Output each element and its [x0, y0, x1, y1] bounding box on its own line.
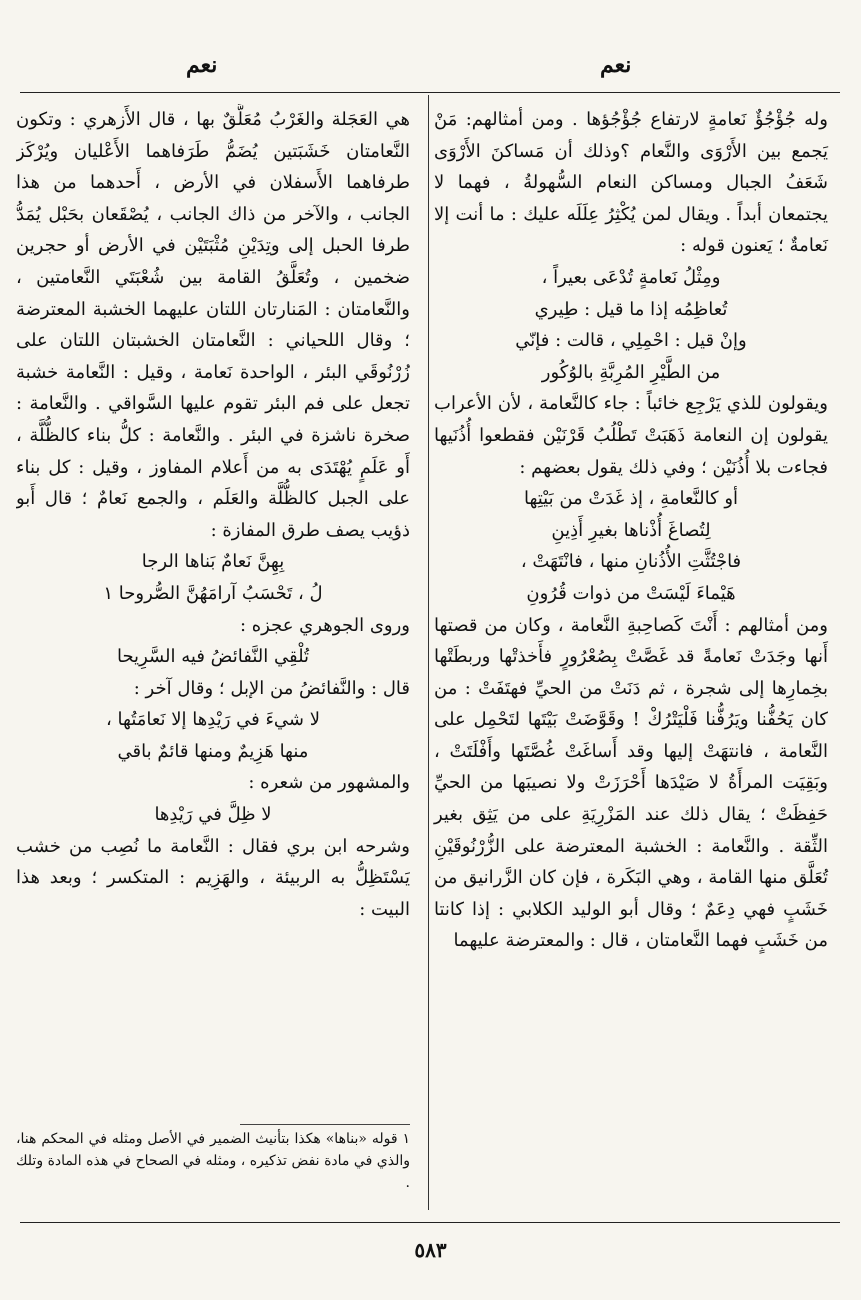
verse-line: من الطَّيْرِ المُرِبَّةِ بالوُكُور	[541, 361, 721, 383]
verse-line: تُعاظِمُه إذا ما قيل : طِيري	[534, 298, 728, 320]
verse-line: لا شيءَ في رَيْدِها إلا نَعامَتُها ،	[106, 709, 320, 731]
footnote: ١ قوله «بناها» هكذا بتأنيث الضمير في الأصل ومثله في المحكم هنا، والذي في مادة نفض تذكيره ، ومثله في الصحاح في هذه المادة وتلك .	[16, 1131, 410, 1191]
paragraph: ومن أمثالهم : أَنْتَ كَصاحِبةِ النَّعامة ، وكان من قصتها أَنها وجَدَتْ نَعامةً قد غَصَّتْ بِصُعْرُورٍ فأَخذتْها وربطَتْها بخِمارِها إلى شجرة ، ثم دَنَتْ من الحيِّ فهتَفَتْ : من كان يَحُفُّنا ويَرُفُّنا فَلْيَتْرُكْ ! وقَوَّضَتْ بَيْتَها لتَحْمِل على النَّعامة ، فانتهَتْ إليها وقد أَساغَتْ غُصَّتَها وأَفْلَتَتْ ، وبَقِيَت المرأَةُ لا صَيْدَها أَحْرَزَتْ ولا نصيبَها من الحيِّ حَفِظَتْ ؛ يقال ذلك عند المَزْرِيَةِ على من يَثِق بغير الثِّقة . والنَّعامة : الخشبة المعترضة على الزُّرْنُوقَيْنِ تُعَلَّق منها القامة ، وهي البَكَرة ، فإن كان الزَّرانيق من خَشَبٍ فهي دِعَمٌ ؛ وقال أبو الوليد الكلابي : إذا كانتا من خَشَبٍ فهما النَّعامتان ، قال : والمعترضة عليهما	[434, 614, 828, 952]
paragraph: وشرحه ابن بري فقال : النَّعامة ما نُصِب من خشب يَسْتَظِلُّ به الربيئة ، والهَزِيم : المتكسر ؛ وبعد هذا البيت :	[16, 835, 410, 920]
paragraph: والمشهور من شعره :	[248, 772, 410, 794]
page-number: ٥٨٣	[414, 1238, 447, 1262]
verse-line: ومِثْلُ نَعامةٍ تُدْعَى بعيراً ،	[541, 266, 721, 288]
verse-line: منها هَزِيمٌ ومنها قائمٌ باقي	[117, 740, 309, 762]
verse-line: أو كالنَّعامةِ ، إذ غَدَتْ من بَيْتِها	[523, 488, 739, 510]
paragraph: هي العَجَلة والغَرْبُ مُعَلَّقٌ بها ، قال الأَزهري : وتكون النَّعامتان خَشَبَتين يُضَمُّ طَرَفاهما الأَعْليان ويُرْكَز طرفاهما الأَسفلان في الأرض ، أَحدهما من هذا الجانب ، والآخر من ذاك الجانب ، يُصْقَعان بحَبْل يُمَدُّ طرفا الحبل إلى وتِدَيْنِ مُثْبَتَيْن في الأرض أو حجرين ضخمين ، وتُعَلَّقُ القامة بين شُعْبَتَي النَّعامتين ، والنَّعامتان : المَنارتان اللتان عليهما الخشبة المعترضة ؛ وقال اللحياني : النَّعامتان الخشبتان اللتان على زُرْنُوقَي البئر ، الواحدة نَعامة ، وقيل : النَّعامة خشبة تجعل على فم البئر تقوم عليها السَّواقي . والنَّعامة : صخرة ناشزة في البئر . والنَّعامة : كلُّ بناء كالظُّلَّة ، أَو عَلَمٍ يُهْتَدَى به من أَعلام المفاوز ، وقيل : كل بناء على الجبل كالظُّلَّة والعَلَم ، والجمع نَعامٌ ؛ قال أَبو ذؤيب يصف طرق المفازة :	[16, 109, 410, 541]
verse-line: تُلْقِي النَّفائضُ فيه السَّرِيحا	[116, 646, 310, 668]
footer-rule	[20, 1222, 840, 1223]
left-column	[16, 104, 410, 1124]
verse-line: لا ظِلَّ في رَيْدِها	[154, 804, 272, 826]
verse-line: لِتُصاغَ أُذْناها بغيرِ أَذِينِ	[551, 519, 711, 541]
running-header	[0, 52, 861, 82]
footnote-rule	[240, 1124, 410, 1125]
verse-line: وإنْ قيل : احْمِلِي ، قالت : فإنّي	[515, 330, 747, 352]
paragraph: قال : والنَّفائضُ من الإبل ؛ وقال آخر :	[133, 677, 410, 699]
paragraph: ويقولون للذي يَرْجِع خائباً : جاء كالنَّعامة ، لأن الأعراب يقولون إن النعامة ذَهَبَتْ تَطْلُبُ قَرْنَيْن فقطعوا أُذُنَيها فجاءت بلا أُذُنَيْن ؛ وفي ذلك يقول بعضهم :	[434, 393, 828, 478]
paragraph: وروى الجوهري عجزه :	[239, 614, 410, 636]
headword-right: نعم	[600, 52, 632, 78]
verse-line: هَيْماءَ لَيْسَتْ من ذوات قُرُونِ	[526, 582, 736, 604]
right-column	[434, 104, 828, 957]
headword-left: نعم	[186, 52, 218, 78]
verse-line: بِهِنَّ نَعامٌ بَناها الرجا	[141, 551, 285, 573]
header-rule	[20, 92, 840, 93]
column-divider	[428, 95, 429, 1210]
verse-line: لُ ، تَحْسَبُ آرامَهُنَّ الصُّروحا ١	[103, 582, 323, 604]
verse-line: فاجْتُثَّتِ الأُذُنانِ منها ، فانْتَهَتْ ،	[520, 551, 742, 573]
paragraph: وله جُؤْجُؤٌ نَعامةٍ لارتفاع جُؤْجُؤها . ومن أمثالهم: مَنْ يَجمع بين الأَرْوَى والنَّعام ؟وذلك أن مَساكنَ الأَرْوَى شَعَفُ الجبال ومساكن النعام السُّهولةُ ، فهما لا يجتمعان أبداً . ويقال لمن يُكْثِرُ عِلَلَه عليك : ما أنت إلا نَعامةٌ ؛ يَعنون قوله :	[434, 109, 828, 257]
